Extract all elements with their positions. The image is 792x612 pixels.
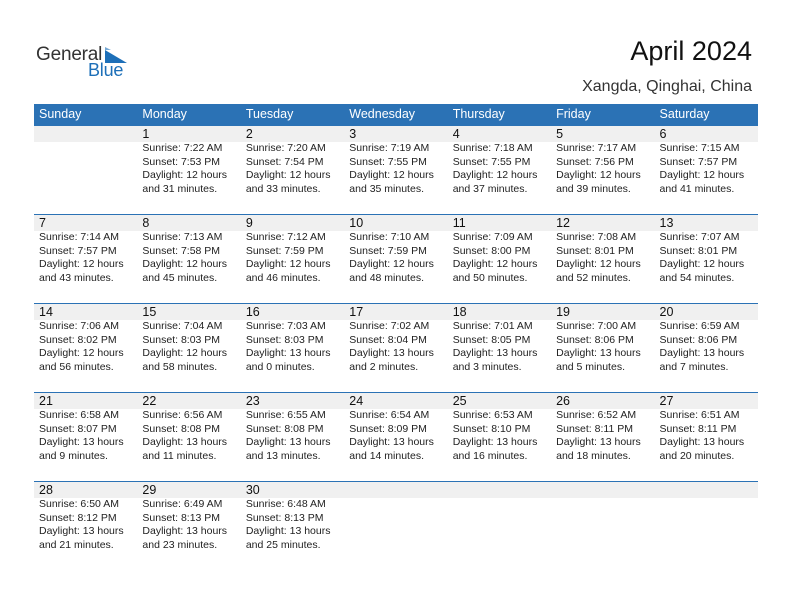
- sunrise-text: Sunrise: 7:03 AM: [245, 320, 326, 332]
- day-cell: [655, 126, 758, 214]
- sunset-text: Sunset: 8:06 PM: [556, 333, 634, 346]
- daylight-minutes-text: and 45 minutes.: [142, 271, 218, 284]
- sunset-text: Sunset: 7:56 PM: [556, 155, 634, 168]
- sunrise-text: Sunrise: 6:49 AM: [142, 498, 223, 510]
- daylight-minutes-text: and 50 minutes.: [452, 271, 528, 284]
- empty-day-cell: [344, 482, 447, 570]
- daylight-hours-text: Daylight: 13 hours: [556, 436, 641, 448]
- day-number: 30: [245, 483, 260, 497]
- sunrise-text: Sunrise: 7:08 AM: [556, 231, 637, 243]
- day-cell: [551, 215, 654, 303]
- sunrise-text: Sunrise: 6:59 AM: [659, 320, 740, 332]
- sunrise-text: Sunrise: 6:52 AM: [556, 409, 637, 421]
- daylight-minutes-text: and 46 minutes.: [245, 271, 321, 284]
- week-row: [34, 392, 758, 481]
- sunrise-text: Sunrise: 6:51 AM: [659, 409, 740, 421]
- daylight-hours-text: Daylight: 13 hours: [39, 436, 124, 448]
- daylight-minutes-text: and 14 minutes.: [349, 449, 424, 462]
- weekday-header-saturday: Saturday: [659, 107, 710, 121]
- sunset-text: Sunset: 8:03 PM: [245, 333, 324, 346]
- day-number: 26: [556, 394, 571, 408]
- day-number: 10: [349, 216, 364, 230]
- day-number: 22: [142, 394, 157, 408]
- weekday-header-wednesday: Wednesday: [349, 107, 416, 121]
- daylight-minutes-text: and 43 minutes.: [39, 271, 114, 284]
- day-cell: [34, 304, 137, 392]
- sunrise-text: Sunrise: 7:02 AM: [349, 320, 430, 332]
- sunset-text: Sunset: 8:13 PM: [142, 511, 221, 524]
- day-number: 3: [349, 127, 357, 141]
- sunrise-text: Sunrise: 6:58 AM: [39, 409, 119, 421]
- daylight-hours-text: Daylight: 12 hours: [349, 258, 434, 270]
- daylight-hours-text: Daylight: 12 hours: [245, 258, 331, 270]
- sunrise-text: Sunrise: 7:12 AM: [245, 231, 326, 243]
- daylight-minutes-text: and 56 minutes.: [39, 360, 114, 373]
- sunset-text: Sunset: 8:04 PM: [349, 333, 427, 346]
- daylight-minutes-text: and 16 minutes.: [452, 449, 528, 462]
- sunset-text: Sunset: 8:00 PM: [452, 244, 531, 257]
- day-number: 18: [452, 305, 467, 319]
- daylight-hours-text: Daylight: 13 hours: [142, 525, 228, 537]
- day-cell: [241, 482, 344, 570]
- daylight-minutes-text: and 20 minutes.: [659, 449, 735, 462]
- daylight-minutes-text: and 21 minutes.: [39, 538, 114, 551]
- sunset-text: Sunset: 8:01 PM: [556, 244, 634, 257]
- day-cell: [344, 304, 447, 392]
- sunset-text: Sunset: 7:53 PM: [142, 155, 221, 168]
- location-subtitle: Xangda, Qinghai, China: [582, 78, 752, 95]
- empty-day-cell: [448, 482, 551, 570]
- sunset-text: Sunset: 8:01 PM: [659, 244, 738, 257]
- day-cell: [655, 393, 758, 481]
- sunrise-text: Sunrise: 6:50 AM: [39, 498, 119, 510]
- weekday-header-tuesday: Tuesday: [245, 107, 294, 121]
- day-cell: [655, 215, 758, 303]
- sunset-text: Sunset: 8:02 PM: [39, 333, 117, 346]
- daylight-hours-text: Daylight: 13 hours: [659, 436, 745, 448]
- weekday-header-row: [34, 104, 758, 125]
- weekday-header-thursday: Thursday: [452, 107, 505, 121]
- daylight-hours-text: Daylight: 13 hours: [142, 436, 228, 448]
- sunrise-text: Sunrise: 7:10 AM: [349, 231, 430, 243]
- daylight-minutes-text: and 37 minutes.: [452, 182, 528, 195]
- sunset-text: Sunset: 8:09 PM: [349, 422, 427, 435]
- sunrise-text: Sunrise: 7:00 AM: [556, 320, 637, 332]
- daylight-hours-text: Daylight: 12 hours: [659, 169, 745, 181]
- day-cell: [344, 126, 447, 214]
- sunset-text: Sunset: 7:55 PM: [452, 155, 531, 168]
- day-number: 25: [452, 394, 467, 408]
- day-number: 27: [659, 394, 674, 408]
- sunrise-text: Sunrise: 7:22 AM: [142, 142, 223, 154]
- daylight-hours-text: Daylight: 13 hours: [39, 525, 124, 537]
- day-number: 9: [245, 216, 253, 230]
- week-cells: [34, 393, 758, 481]
- sunset-text: Sunset: 7:57 PM: [39, 244, 117, 257]
- empty-day-cell: [551, 482, 654, 570]
- daylight-minutes-text: and 58 minutes.: [142, 360, 218, 373]
- daylight-minutes-text: and 25 minutes.: [245, 538, 321, 551]
- sunset-text: Sunset: 7:54 PM: [245, 155, 324, 168]
- sunrise-text: Sunrise: 7:14 AM: [39, 231, 119, 243]
- sunrise-text: Sunrise: 7:04 AM: [142, 320, 223, 332]
- day-number: 7: [39, 216, 46, 230]
- daylight-minutes-text: and 41 minutes.: [659, 182, 735, 195]
- day-number: 20: [659, 305, 674, 319]
- day-cell: [137, 393, 240, 481]
- sunset-text: Sunset: 8:08 PM: [245, 422, 324, 435]
- daylight-hours-text: Daylight: 13 hours: [659, 347, 745, 359]
- week-row: [34, 481, 758, 570]
- sunset-text: Sunset: 8:11 PM: [556, 422, 633, 435]
- day-number: 12: [556, 216, 571, 230]
- day-number: 11: [452, 216, 466, 230]
- daylight-hours-text: Daylight: 13 hours: [349, 347, 434, 359]
- weekday-header-sunday: Sunday: [39, 107, 82, 121]
- daylight-minutes-text: and 31 minutes.: [142, 182, 218, 195]
- day-number: 5: [556, 127, 564, 141]
- empty-day-cell: [34, 126, 137, 214]
- daylight-hours-text: Daylight: 13 hours: [245, 347, 331, 359]
- daylight-minutes-text: and 52 minutes.: [556, 271, 631, 284]
- day-number: 1: [142, 127, 150, 141]
- daylight-hours-text: Daylight: 12 hours: [556, 258, 641, 270]
- daylight-minutes-text: and 7 minutes.: [659, 360, 729, 373]
- daylight-minutes-text: and 39 minutes.: [556, 182, 631, 195]
- daylight-hours-text: Daylight: 13 hours: [452, 347, 538, 359]
- sunrise-text: Sunrise: 7:15 AM: [659, 142, 740, 154]
- day-number: 23: [245, 394, 260, 408]
- sunrise-text: Sunrise: 7:09 AM: [452, 231, 533, 243]
- sunrise-text: Sunrise: 7:07 AM: [659, 231, 740, 243]
- day-cell: [551, 126, 654, 214]
- week-cells: [34, 304, 758, 392]
- daylight-minutes-text: and 9 minutes.: [39, 449, 108, 462]
- week-row: [34, 303, 758, 392]
- day-cell: [551, 304, 654, 392]
- logo-blue-text: Blue: [88, 60, 124, 80]
- day-number: 4: [452, 127, 460, 141]
- sunrise-text: Sunrise: 6:53 AM: [452, 409, 533, 421]
- day-number: 28: [39, 483, 53, 497]
- day-number: 6: [659, 127, 667, 141]
- sunset-text: Sunset: 8:06 PM: [659, 333, 738, 346]
- week-row: [34, 125, 758, 214]
- sunrise-text: Sunrise: 7:13 AM: [142, 231, 223, 243]
- weeks-container: [34, 125, 758, 570]
- sunset-text: Sunset: 7:59 PM: [349, 244, 427, 257]
- daylight-hours-text: Daylight: 12 hours: [349, 169, 434, 181]
- sunrise-text: Sunrise: 6:56 AM: [142, 409, 223, 421]
- week-row: [34, 214, 758, 303]
- week-cells: [34, 126, 758, 214]
- logo-general-text: General: [36, 44, 103, 65]
- daylight-hours-text: Daylight: 12 hours: [452, 169, 538, 181]
- daylight-minutes-text: and 5 minutes.: [556, 360, 625, 373]
- sunrise-text: Sunrise: 7:01 AM: [452, 320, 533, 332]
- daylight-minutes-text: and 2 minutes.: [349, 360, 419, 373]
- day-number: 14: [39, 305, 53, 319]
- sunrise-text: Sunrise: 7:19 AM: [349, 142, 430, 154]
- calendar-grid: [34, 104, 758, 570]
- daylight-minutes-text: and 48 minutes.: [349, 271, 424, 284]
- week-cells: [34, 482, 758, 570]
- day-number: 21: [39, 394, 53, 408]
- daylight-hours-text: Daylight: 12 hours: [39, 258, 124, 270]
- day-cell: [655, 304, 758, 392]
- daylight-hours-text: Daylight: 13 hours: [349, 436, 434, 448]
- daylight-hours-text: Daylight: 12 hours: [245, 169, 331, 181]
- daylight-hours-text: Daylight: 13 hours: [245, 525, 331, 537]
- daylight-hours-text: Daylight: 12 hours: [556, 169, 641, 181]
- day-cell: [137, 482, 240, 570]
- day-number: 24: [349, 394, 364, 408]
- weekday-header-monday: Monday: [142, 107, 187, 121]
- daylight-hours-text: Daylight: 12 hours: [39, 347, 124, 359]
- empty-day-cell: [655, 482, 758, 570]
- day-number: 15: [142, 305, 157, 319]
- day-cell: [137, 215, 240, 303]
- daylight-hours-text: Daylight: 13 hours: [452, 436, 538, 448]
- sunrise-text: Sunrise: 6:48 AM: [245, 498, 326, 510]
- sunset-text: Sunset: 8:03 PM: [142, 333, 221, 346]
- sunset-text: Sunset: 7:57 PM: [659, 155, 738, 168]
- sunrise-text: Sunrise: 7:20 AM: [245, 142, 326, 154]
- sunset-text: Sunset: 8:07 PM: [39, 422, 117, 435]
- day-cell: [241, 126, 344, 214]
- generalblue-logo: [36, 44, 136, 84]
- daylight-hours-text: Daylight: 12 hours: [142, 347, 228, 359]
- day-cell: [241, 304, 344, 392]
- day-number: 16: [245, 305, 260, 319]
- day-cell: [241, 215, 344, 303]
- day-cell: [241, 393, 344, 481]
- daylight-minutes-text: and 0 minutes.: [245, 360, 315, 373]
- day-cell: [137, 126, 240, 214]
- day-number: 8: [142, 216, 150, 230]
- weekday-header-friday: Friday: [556, 107, 591, 121]
- day-cell: [448, 126, 551, 214]
- day-number: 17: [349, 305, 364, 319]
- sunset-text: Sunset: 8:05 PM: [452, 333, 531, 346]
- daylight-hours-text: Daylight: 13 hours: [245, 436, 331, 448]
- daylight-hours-text: Daylight: 12 hours: [142, 258, 228, 270]
- daylight-hours-text: Daylight: 12 hours: [142, 169, 228, 181]
- daylight-minutes-text: and 18 minutes.: [556, 449, 631, 462]
- sunrise-text: Sunrise: 7:17 AM: [556, 142, 637, 154]
- day-number: 2: [245, 127, 253, 141]
- sunset-text: Sunset: 7:59 PM: [245, 244, 324, 257]
- daylight-hours-text: Daylight: 12 hours: [659, 258, 745, 270]
- day-cell: [551, 393, 654, 481]
- day-cell: [137, 304, 240, 392]
- daylight-hours-text: Daylight: 13 hours: [556, 347, 641, 359]
- sunrise-text: Sunrise: 7:06 AM: [39, 320, 119, 332]
- sunset-text: Sunset: 7:58 PM: [142, 244, 221, 257]
- day-number: 19: [556, 305, 571, 319]
- sunrise-text: Sunrise: 7:18 AM: [452, 142, 533, 154]
- day-number: 29: [142, 483, 157, 497]
- day-cell: [344, 215, 447, 303]
- daylight-hours-text: Daylight: 12 hours: [452, 258, 538, 270]
- day-number: 13: [659, 216, 674, 230]
- daylight-minutes-text: and 33 minutes.: [245, 182, 321, 195]
- daylight-minutes-text: and 35 minutes.: [349, 182, 424, 195]
- daylight-minutes-text: and 54 minutes.: [659, 271, 735, 284]
- sunset-text: Sunset: 8:10 PM: [452, 422, 531, 435]
- sunrise-text: Sunrise: 6:55 AM: [245, 409, 326, 421]
- daylight-minutes-text: and 23 minutes.: [142, 538, 218, 551]
- daylight-minutes-text: and 11 minutes.: [142, 449, 217, 462]
- sunset-text: Sunset: 8:11 PM: [659, 422, 737, 435]
- daylight-minutes-text: and 3 minutes.: [452, 360, 522, 373]
- sunset-text: Sunset: 8:12 PM: [39, 511, 117, 524]
- sunset-text: Sunset: 8:13 PM: [245, 511, 324, 524]
- day-cell: [448, 393, 551, 481]
- day-cell: [344, 393, 447, 481]
- page-title: April 2024: [630, 36, 752, 66]
- day-cell: [448, 215, 551, 303]
- day-cell: [34, 393, 137, 481]
- sunset-text: Sunset: 7:55 PM: [349, 155, 427, 168]
- sunset-text: Sunset: 8:08 PM: [142, 422, 221, 435]
- daylight-minutes-text: and 13 minutes.: [245, 449, 321, 462]
- sunrise-text: Sunrise: 6:54 AM: [349, 409, 430, 421]
- day-cell: [34, 482, 137, 570]
- week-cells: [34, 215, 758, 303]
- day-cell: [34, 215, 137, 303]
- day-cell: [448, 304, 551, 392]
